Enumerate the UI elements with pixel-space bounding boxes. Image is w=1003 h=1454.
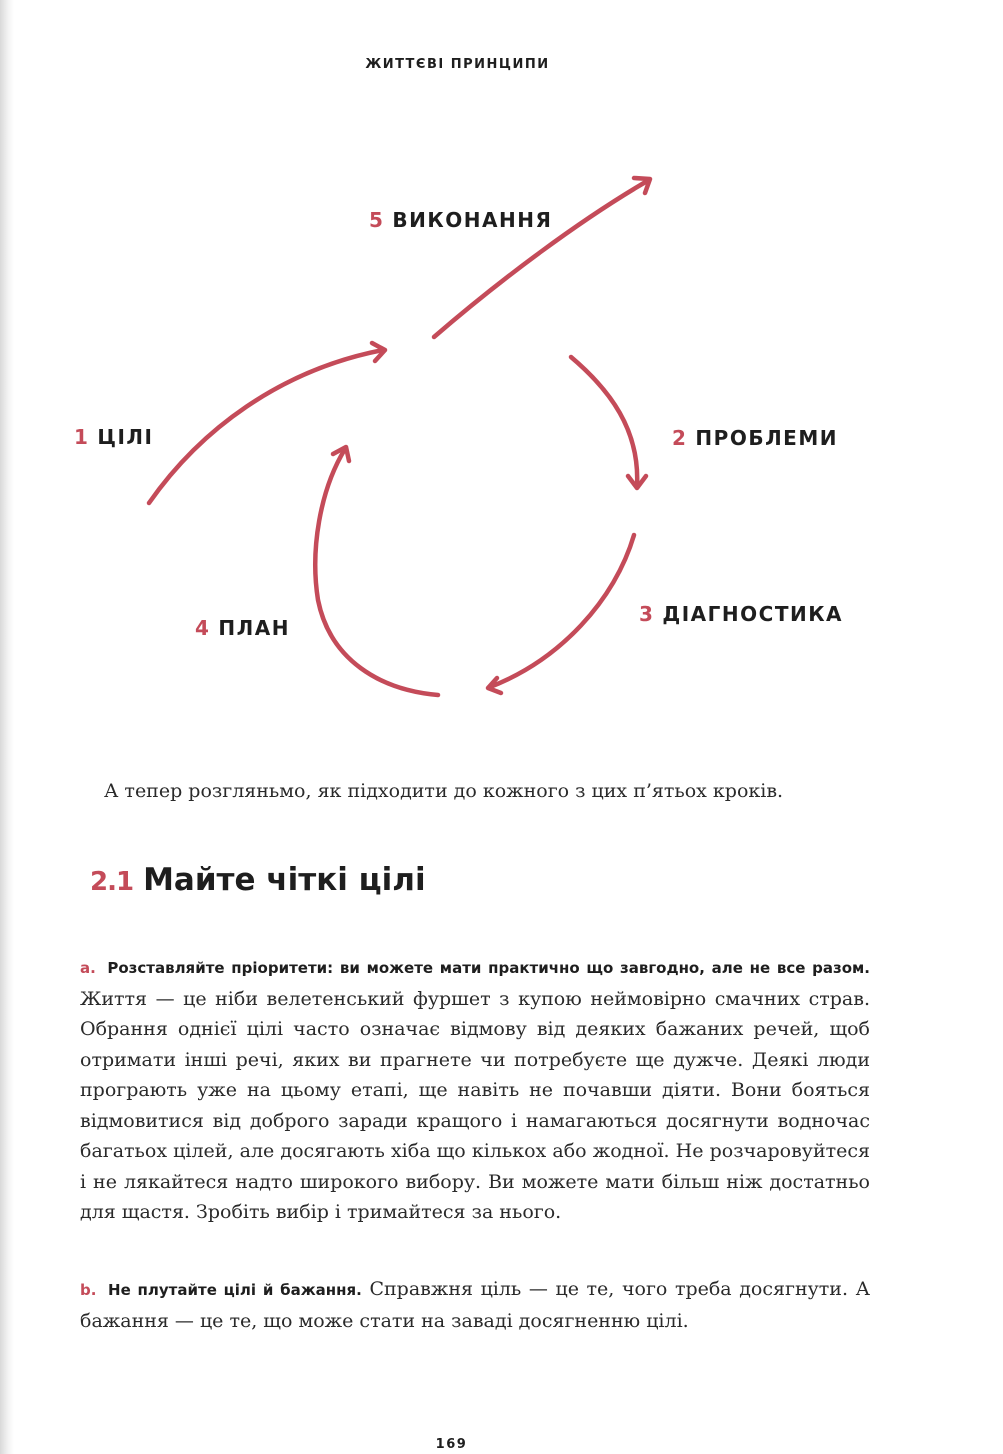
arrow-execution (434, 180, 649, 337)
step-title: ЦІЛІ (97, 425, 154, 449)
step-plan (195, 616, 290, 640)
section-number: 2.1 (90, 867, 134, 897)
paragraph-letter: a. (80, 959, 96, 977)
paragraph-a (80, 952, 870, 1228)
arrow-plan (315, 449, 438, 695)
step-diagnosis (639, 602, 843, 626)
step-number: 3 (639, 602, 655, 626)
step-number: 2 (672, 426, 688, 450)
paragraph-lead: Не плутайте цілі й бажання. (108, 1281, 362, 1299)
arrow-problems (571, 357, 637, 486)
running-head: ЖИТТЄВІ ПРИНЦИПИ (365, 57, 550, 72)
paragraph-letter: b. (80, 1281, 97, 1299)
step-number: 1 (74, 425, 90, 449)
arrow-goals-to-center (149, 350, 383, 503)
step-title: ВИКОНАННЯ (392, 208, 553, 232)
step-title: ПРОБЛЕМИ (695, 426, 838, 450)
step-execution (369, 208, 552, 232)
five-step-diagram (0, 150, 1003, 730)
step-problems (672, 426, 838, 450)
section-heading (90, 862, 426, 898)
paragraph-body: Життя — це ніби велетенський фуршет з купою неймовірно смачних страв. Обрання однієї цілі часто означає відмову від деяких бажаних речей, щоб отримати інші речі, яких ви прагнете чи потребуєте ще дужче. Деякі люди програють уже на цьому етапі, ще навіть не почавши діяти. Вони бояться відмовитися від доброго заради кращого і намагаються досягнути водночас багатьох цілей, але досягають хіба що кількох або жодної. Не розчаровуйтеся і не лякайтеся надто широкого вибору. Ви можете мати більш ніж достатньо для щастя. Зробіть вибір і тримайтеся за нього. (80, 987, 870, 1223)
arrow-diagnosis (490, 535, 634, 687)
section-title: Майте чіткі цілі (143, 862, 426, 898)
paragraph-lead: Розставляйте пріоритети: ви можете мати практично що завгодно, але не все разом. (107, 959, 870, 977)
paragraph-b (80, 1274, 870, 1336)
page-number: 169 (435, 1437, 468, 1452)
paragraph-body: Справжня ціль — це те, чого треба досягнути. А бажання — це те, що може стати на заваді досягненню цілі. (80, 1278, 870, 1332)
step-number: 5 (369, 208, 385, 232)
intro-text: А тепер розгляньмо, як підходити до кожного з цих п’ятьох кроків. (104, 780, 784, 802)
step-number: 4 (195, 616, 211, 640)
step-title: ДІАГНОСТИКА (662, 602, 844, 626)
step-title: ПЛАН (218, 616, 290, 640)
step-goals (74, 425, 153, 449)
